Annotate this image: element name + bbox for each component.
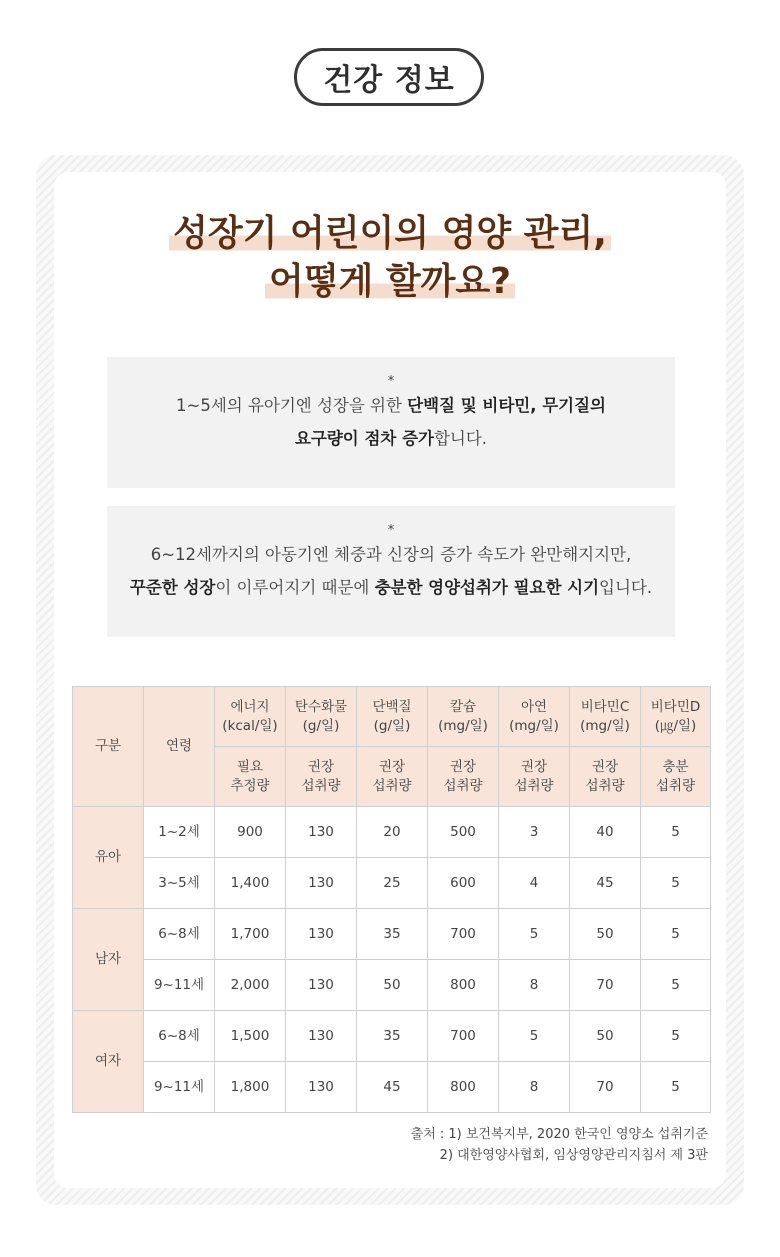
header-intake-type [570,747,641,807]
value-cell: 35 [357,909,428,960]
intake-type-line: 권장 [307,758,335,775]
value-cell: 130 [286,807,357,858]
value-cell: 500 [428,807,499,858]
value-cell: 45 [570,858,641,909]
header-intake-type [286,747,357,807]
value-cell: 4 [499,858,570,909]
nutrient-name: 단백질 [372,698,412,715]
table-row [73,807,711,858]
nutrient-name: 탄수화물 [294,698,348,715]
info-line: 꾸준한 성장이 이루어지기 때문에 충분한 영양섭취가 필요한 시기입니다. [129,578,653,597]
group-label: 여자 [73,1011,144,1113]
table-row [73,909,711,960]
intake-type-line: 권장 [378,758,406,775]
nutrient-unit: (kcal/일) [222,717,278,734]
intake-type-line: 섭취량 [301,777,341,794]
age-cell: 9~11세 [144,960,215,1011]
value-cell: 2,000 [215,960,286,1011]
intake-type-line: 권장 [520,758,548,775]
value-cell: 130 [286,960,357,1011]
header-nutrient [499,687,570,747]
intake-type-line: 섭취량 [443,777,483,794]
value-cell: 5 [641,909,711,960]
info-box-child [107,506,675,637]
info-line: 6~12세까지의 아동기엔 체중과 신장의 증가 속도가 완만해지지만, [150,545,632,564]
nutrient-unit: (㎍/일) [654,717,697,734]
value-cell: 50 [357,960,428,1011]
value-cell: 5 [499,909,570,960]
header-group: 구분 [73,687,144,807]
value-cell: 700 [428,909,499,960]
age-cell: 3~5세 [144,858,215,909]
intake-type-line: 필요 [236,758,264,775]
nutrient-name: 아연 [520,698,548,715]
value-cell: 70 [570,960,641,1011]
header-intake-type [641,747,711,807]
table-row [73,1011,711,1062]
group-label: 유아 [73,807,144,909]
headline-line-2: 어떻게 할까요? [0,258,780,306]
table-row [73,960,711,1011]
header-intake-type [357,747,428,807]
intake-type-line: 권장 [449,758,477,775]
asterisk-icon: * [387,374,395,389]
value-cell: 8 [499,960,570,1011]
value-cell: 800 [428,1062,499,1113]
nutrient-unit: (mg/일) [580,717,630,734]
value-cell: 5 [641,807,711,858]
header-intake-type [215,747,286,807]
header-age: 연령 [144,687,215,807]
nutrient-name: 칼슘 [449,698,477,715]
value-cell: 1,800 [215,1062,286,1113]
value-cell: 1,500 [215,1011,286,1062]
header-nutrient [215,687,286,747]
table-row [73,858,711,909]
info-line: 1~5세의 유아기엔 성장을 위한 단백질 및 비타민, 무기질의 [176,396,606,415]
value-cell: 20 [357,807,428,858]
group-label: 남자 [73,909,144,1011]
nutrient-unit: (mg/일) [438,717,488,734]
value-cell: 5 [641,1011,711,1062]
value-cell: 25 [357,858,428,909]
value-cell: 800 [428,960,499,1011]
value-cell: 8 [499,1062,570,1113]
header-nutrient [641,687,711,747]
header-nutrient [570,687,641,747]
source-line-1: 출처 : 1) 보건복지부, 2020 한국인 영양소 섭취기준 [410,1127,708,1142]
value-cell: 70 [570,1062,641,1113]
asterisk-icon: * [387,523,395,538]
intake-type-line: 섭취량 [585,777,625,794]
header-nutrient [428,687,499,747]
value-cell: 35 [357,1011,428,1062]
value-cell: 5 [641,858,711,909]
value-cell: 600 [428,858,499,909]
age-cell: 1~2세 [144,807,215,858]
value-cell: 130 [286,858,357,909]
value-cell: 130 [286,1011,357,1062]
age-cell: 9~11세 [144,1062,215,1113]
nutrient-unit: (g/일) [302,717,340,734]
info-box-toddler [107,357,675,488]
nutrient-name: 비타민C [580,698,630,715]
value-cell: 3 [499,807,570,858]
source-line-2: 2) 대한영양사협회, 임상영양관리지침서 제 3판 [439,1148,708,1163]
age-cell: 6~8세 [144,909,215,960]
intake-type-line: 섭취량 [372,777,412,794]
value-cell: 5 [499,1011,570,1062]
nutrient-unit: (g/일) [373,717,411,734]
health-info-badge: 건강 정보 [294,48,484,106]
value-cell: 130 [286,909,357,960]
value-cell: 1,400 [215,858,286,909]
nutrient-unit: (mg/일) [509,717,559,734]
value-cell: 50 [570,1011,641,1062]
value-cell: 5 [641,960,711,1011]
value-cell: 5 [641,1062,711,1113]
value-cell: 1,700 [215,909,286,960]
age-cell: 6~8세 [144,1011,215,1062]
value-cell: 40 [570,807,641,858]
intake-type-line: 권장 [591,758,619,775]
intake-type-line: 섭취량 [514,777,554,794]
header-intake-type [428,747,499,807]
value-cell: 130 [286,1062,357,1113]
intake-type-line: 충분 [662,758,689,775]
value-cell: 700 [428,1011,499,1062]
table-row [73,1062,711,1113]
header-intake-type [499,747,570,807]
nutrient-name: 에너지 [230,698,270,715]
intake-type-line: 추정량 [230,777,270,794]
intake-type-line: 섭취량 [655,777,696,794]
nutrition-table [72,686,711,1113]
value-cell: 900 [215,807,286,858]
nutrient-name: 비타민D [650,698,701,715]
value-cell: 45 [357,1062,428,1113]
info-line: 요구량이 점차 증가합니다. [294,429,488,448]
value-cell: 50 [570,909,641,960]
source-note [411,1124,708,1166]
headline-line-1: 성장기 어린이의 영양 관리, [0,210,780,258]
header-nutrient [286,687,357,747]
header-nutrient [357,687,428,747]
